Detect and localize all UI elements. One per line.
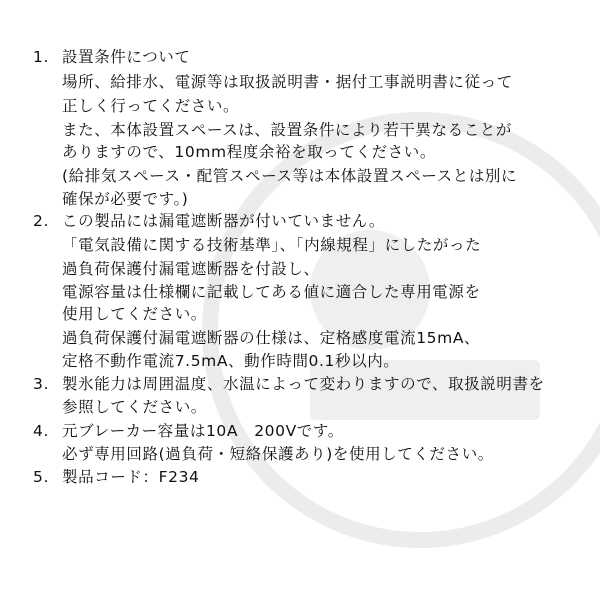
item-number: 2.: [33, 212, 49, 230]
item-text-line: 電源容量は仕様欄に記載してある値に適合した専用電源を: [62, 283, 481, 301]
item-heading: この製品には漏電遮断器が付いていません。: [62, 212, 385, 230]
item-text-line: 過負荷保護付漏電遮断器の仕様は、定格感度電流15mA、: [62, 329, 481, 347]
item-text-line: 過負荷保護付漏電遮断器を付設し、: [62, 260, 320, 278]
item-number: 4.: [33, 422, 49, 440]
item-text-line: ありますので、10mm程度余裕を取ってください。: [62, 143, 437, 161]
item-heading: 製品コード：F234: [62, 468, 200, 486]
item-text-line: 定格不動作電流7.5mA、動作時間0.1秒以内。: [62, 352, 400, 370]
item-text-line: 使用してください。: [62, 305, 207, 323]
item-heading: 元ブレーカー容量は10A 200Vです。: [62, 422, 344, 440]
item-heading: 製氷能力は周囲温度、水温によって変わりますので、取扱説明書を: [62, 375, 545, 393]
item-text-line: 「電気設備に関する技術基準」、「内線規程」にしたがった: [62, 236, 482, 254]
item-heading: 設置条件について: [62, 48, 191, 66]
item-text-line: (給排気スペース・配管スペース等は本体設置スペースとは別に: [62, 167, 518, 185]
item-text-line: 参照してください。: [62, 398, 207, 416]
item-number: 3.: [33, 375, 49, 393]
item-text-line: 場所、給排水、電源等は取扱説明書・据付工事説明書に従って: [62, 73, 513, 91]
item-text-line: 正しく行ってください。: [62, 97, 240, 115]
item-text-line: また、本体設置スペースは、設置条件により若干異なることが: [62, 121, 513, 139]
item-text-line: 確保が必要です。): [62, 190, 189, 208]
item-number: 1.: [33, 48, 49, 66]
item-text-line: 必ず専用回路(過負荷・短絡保護あり)を使用してください。: [62, 445, 494, 463]
item-number: 5.: [33, 468, 49, 486]
